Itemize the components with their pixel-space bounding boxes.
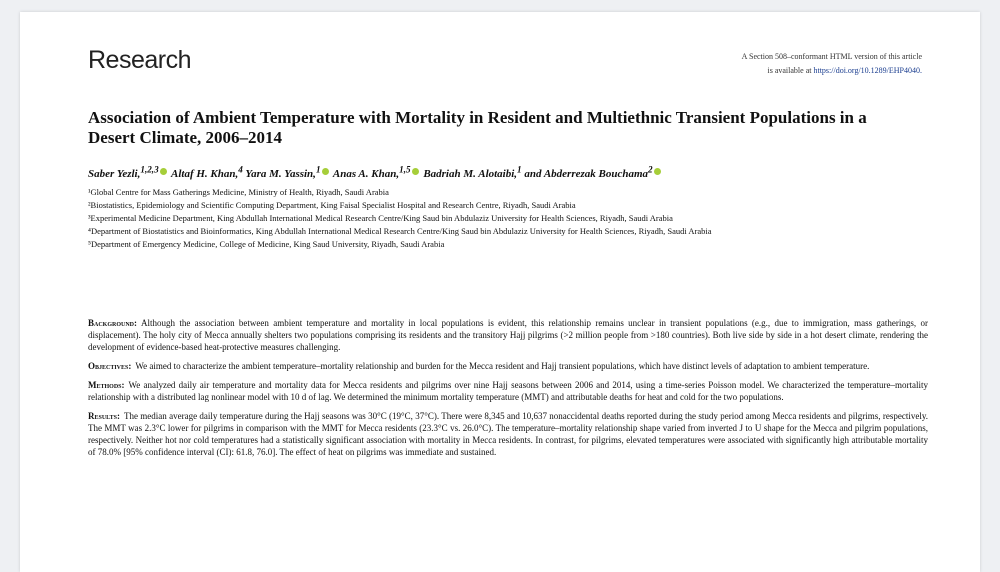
author: Yara M. Yassin,$^1$ xyxy=(245,168,330,180)
affiliation: ²Biostatistics, Epidemiology and Scientific Computing Department, King Faisal Specialist Hospital and Research Centre, Riyadh, Saudi Arabia xyxy=(88,200,576,210)
author: and Abderrezak Bouchama$^2$ xyxy=(524,168,662,180)
journal-section-heading: Research xyxy=(88,46,191,74)
article-page xyxy=(20,12,980,572)
author: Altaf H. Khan,$^4$ xyxy=(171,164,243,180)
affiliation: ⁴Department of Biostatistics and Bioinformatics, King Abdullah International Medical Research Centre/King Saud bin Abdulaziz University for Health Sciences, Riyadh, Saudi Arabia xyxy=(88,226,712,236)
affiliation: ¹Global Centre for Mass Gatherings Medicine, Ministry of Health, Riyadh, Saudi Arabia xyxy=(88,187,389,197)
abstract-methods: Methods: We analyzed daily air temperature and mortality data for Mecca residents and pilgrims over nine Hajj seasons between 2006 and 2014, using a time-series Poisson model. We characterized the temperature–mortality relationship with a distributed lag nonlinear model with 10 d of lag. We determined the minimum mortality temperature (MMT) and attributable deaths for heat and cold for the two populations. xyxy=(88,380,928,402)
author: Badriah M. Alotaibi,$^1$ xyxy=(423,164,522,180)
author: Anas A. Khan,$^{1,5}$ xyxy=(333,168,421,180)
affiliation-list xyxy=(88,186,928,251)
article-title: Association of Ambient Temperature with Mortality in Resident and Multiethnic Transient Populations in a Desert Climate, 2006–2014 xyxy=(88,108,867,147)
affiliation: ⁵Department of Emergency Medicine, College of Medicine, King Saud University, Riyadh, Saudi Arabia xyxy=(88,239,445,249)
notice-prefix: is available at xyxy=(767,66,814,75)
orcid-icon[interactable] xyxy=(412,168,419,175)
orcid-icon[interactable] xyxy=(322,168,329,175)
abstract xyxy=(88,317,928,465)
orcid-icon[interactable] xyxy=(654,168,661,175)
doi-link[interactable]: https://doi.org/10.1289/EHP4040. xyxy=(813,66,922,75)
accessibility-notice xyxy=(602,50,922,78)
notice-line-1: A Section 508–conformant HTML version of this article xyxy=(741,52,922,61)
author-list xyxy=(88,164,928,180)
abstract-results: Results: The median average daily temperature during the Hajj seasons was 30°C (19°C, 37°C). There were 8,345 and 10,637 nonaccidental deaths reported during the study period among Mecca residents and pilgrims, respectively. The MMT was 2.3°C lower for pilgrims in comparison with the MMT for Mecca residents (23.3°C vs. 26.0°C). The temperature–mortality relationship shape varied from inverted J to U shape for the Mecca and pilgrim populations, respectively. Neither hot nor cold temperatures had a statistically significant association with mortality in Mecca residents. In contrast, for pilgrims, elevated temperatures were associated with significantly high attributable mortality of 78.0% [95% confidence interval (CI): 61.8, 76.0]. The effect of heat on pilgrims was immediate and sustained. xyxy=(88,411,928,457)
affiliation: ³Experimental Medicine Department, King Abdullah International Medical Research Centre/King Saud bin Abdulaziz University for Health Sciences, Riyadh, Saudi Arabia xyxy=(88,213,673,223)
author: Saber Yezli,$^{1,2,3}$ xyxy=(88,168,169,180)
abstract-background: Background: Although the association between ambient temperature and mortality in local populations is evident, this relationship remains unclear in transient populations (e.g., due to immigration, mass gatherings, or displacement). The holy city of Mecca annually shelters two populations comprising its residents and the transitory Hajj pilgrims (>2 million people from >180 countries). Both live side by side in a hot desert climate, rendering the development of evidence-based heat-protective measures challenging. xyxy=(88,318,928,352)
abstract-objectives: Objectives: We aimed to characterize the ambient temperature–mortality relationship and burden for the Mecca resident and Hajj transient populations, which have distinct levels of adaptation to ambient temperature. xyxy=(88,361,870,371)
notice-line-2 xyxy=(602,64,922,78)
orcid-icon[interactable] xyxy=(160,168,167,175)
